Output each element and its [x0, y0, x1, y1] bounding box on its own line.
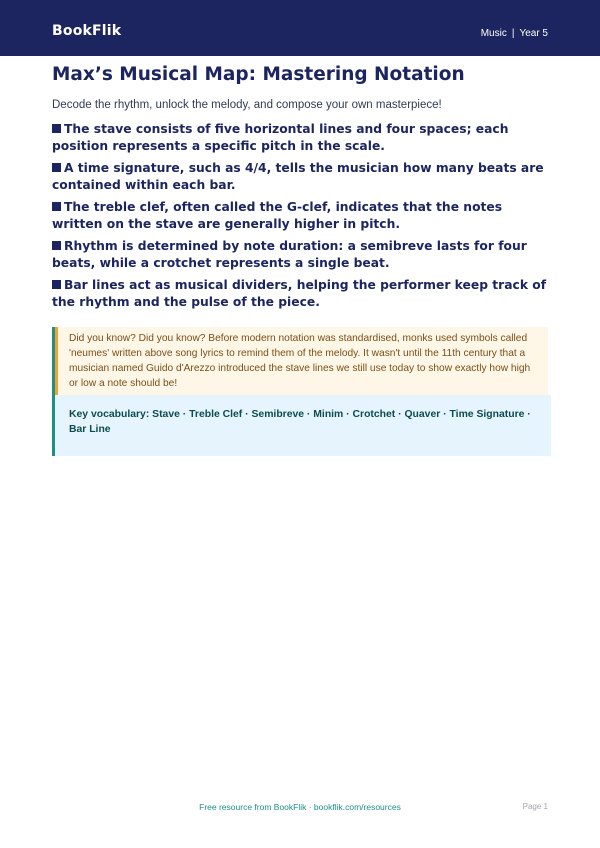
square-bullet-icon	[52, 124, 61, 133]
key-point-text: A time signature, such as 4/4, tells the musician how many beats are contained within each bar.	[52, 161, 544, 192]
key-points-list	[52, 121, 552, 316]
key-point	[52, 160, 548, 194]
key-point	[52, 199, 548, 233]
key-point	[52, 238, 548, 272]
key-vocabulary-box: Key vocabulary: Stave · Treble Clef · Semibreve · Minim · Crotchet · Quaver · Time Signature · Bar Line	[55, 395, 551, 456]
square-bullet-icon	[52, 163, 61, 172]
square-bullet-icon	[52, 202, 61, 211]
header-meta	[481, 28, 548, 39]
subject-label: Music	[480, 28, 507, 39]
key-point	[52, 121, 548, 155]
page-title: Max’s Musical Map: Mastering Notation	[52, 64, 465, 85]
meta-separator: |	[511, 28, 515, 39]
key-point-text: Rhythm is determined by note duration: a semibreve lasts for four beats, while a crotchet represents a single beat.	[52, 239, 527, 270]
page-subtitle: Decode the rhythm, unlock the melody, and compose your own masterpiece!	[52, 99, 442, 111]
key-point	[52, 277, 548, 311]
key-point-text: Bar lines act as musical dividers, helping the performer keep track of the rhythm and the pulse of the piece.	[52, 278, 547, 309]
key-point-text: The stave consists of five horizontal lines and four spaces; each position represents a specific pitch in the scale.	[52, 122, 509, 153]
info-panel	[52, 327, 551, 456]
square-bullet-icon	[52, 241, 61, 250]
did-you-know-callout: Did you know? Did you know? Before modern notation was standardised, monks used symbols called 'neumes' written above song lyrics to remind them of the melody. It wasn't until the 11th century that a musician named Guido d'Arezzo introduced the stave lines we still use today to show exactly how high or low a note should be!	[55, 327, 548, 395]
brand-logo[interactable]: BookFlik	[52, 23, 122, 39]
square-bullet-icon	[52, 280, 61, 289]
page-header	[0, 0, 600, 56]
key-point-text: The treble clef, often called the G-clef, indicates that the notes written on the stave are generally higher in pitch.	[52, 200, 503, 231]
footer-link[interactable]: Free resource from BookFlik · bookflik.com/resources	[199, 802, 401, 812]
year-label: Year 5	[519, 28, 548, 39]
page-number: Page 1	[522, 802, 548, 811]
